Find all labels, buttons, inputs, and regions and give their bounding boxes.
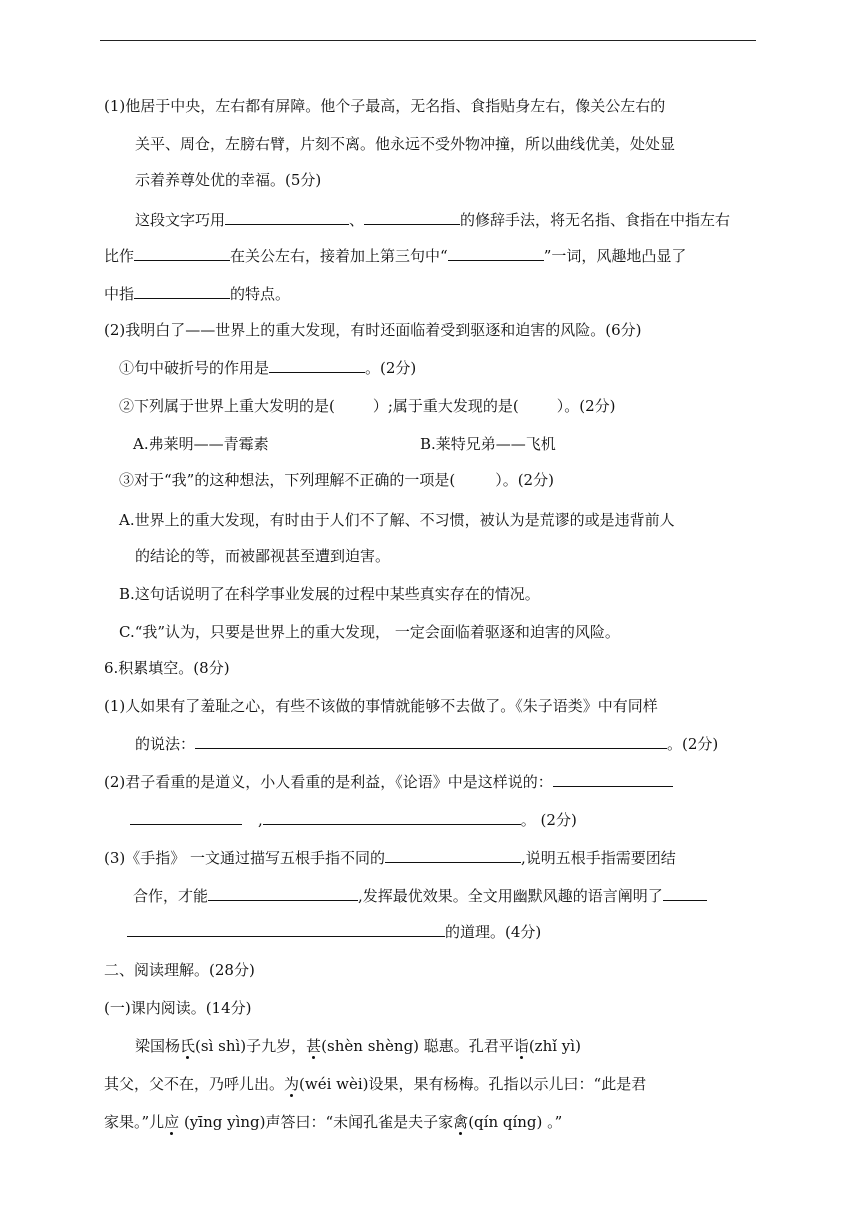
answer-blank[interactable]	[225, 210, 349, 225]
text-line: 的说法： 。(2分)	[135, 735, 719, 753]
text-line: (3)《手指》 一文通过描写五根手指不同的 ,说明五根手指需要团结	[104, 849, 676, 867]
text-line: (1)他居于中央，左右都有屏障。他个子最高，无名指、食指贴身左右，像关公左右的	[104, 97, 666, 115]
text-line: 合作，才能 ,发挥最优效果。全文用幽默风趣的语言阐明了	[133, 886, 707, 906]
text-line: 示着养尊处优的幸福。(5分)	[135, 171, 322, 189]
answer-blank[interactable]	[134, 284, 230, 299]
answer-blank[interactable]	[195, 734, 667, 749]
answer-blank[interactable]	[448, 246, 544, 261]
answer-blank[interactable]	[134, 246, 230, 261]
text-line: 中指 的特点。	[104, 285, 291, 303]
section-heading: 二、阅读理解。(28分)	[104, 961, 255, 979]
answer-blank[interactable]	[208, 886, 358, 901]
text-line: 的道理。(4分)	[127, 922, 541, 942]
option-b: B.莱特兄弟——飞机	[420, 435, 556, 453]
text-line: A.世界上的重大发现，有时由于人们不了解、不习惯，被认为是荒谬的或是违背前人	[119, 511, 675, 529]
text-line: (1)人如果有了羞耻之心，有些不该做的事情就能够不去做了。《朱子语类》中有同样	[104, 697, 658, 715]
text-line: 家果。”儿应 (yīng yìng)声答曰：“未闻孔雀是夫子家禽(qín qíng) 。”	[104, 1113, 563, 1131]
answer-blank[interactable]	[127, 922, 445, 937]
text-line: 这段文字巧用 、 的修辞手法，将无名指、食指在中指左右	[135, 211, 731, 229]
answer-blank[interactable]	[263, 810, 521, 825]
answer-blank[interactable]	[130, 810, 242, 825]
text-line: 梁国杨氏(sì shì)子九岁，甚(shèn shèng) 聪惠。孔君平诣(zhǐ yì)	[135, 1037, 581, 1055]
section-heading: (一)课内阅读。(14分)	[104, 999, 252, 1017]
text-line: (2)君子看重的是道义，小人看重的是利益，《论语》中是这样说的：	[104, 772, 673, 792]
option-a: A.弗莱明——青霉素	[133, 435, 269, 453]
text-line: 关平、周仓，左膀右臂，片刻不离。他永远不受外物冲撞，所以曲线优美，处处显	[135, 135, 676, 153]
answer-blank[interactable]	[553, 772, 673, 787]
text-line: 比作 在关公左右，接着加上第三句中“ ”一词，风趣地凸显了	[104, 247, 687, 265]
text-line: ②下列属于世界上重大发明的是( ）;属于重大发现的是( ）。(2分)	[119, 397, 616, 415]
text-line: 的结论的等，而被鄙视甚至遭到迫害。	[135, 547, 391, 565]
text-line: C.“我”认为，只要是世界上的重大发现， 一定会面临着驱逐和迫害的风险。	[119, 623, 620, 641]
answer-blank[interactable]	[663, 886, 707, 901]
text-line: ③对于“我”的这种想法，下列理解不正确的一项是( ）。(2分)	[119, 471, 554, 489]
section-heading: 6.积累填空。(8分)	[104, 659, 230, 677]
text-line: 其父，父不在，乃呼儿出。为(wéi wèi)设果，果有杨梅。孔指以示儿曰：“此是君	[104, 1075, 647, 1093]
answer-blank[interactable]	[385, 848, 521, 863]
text-line: , 。 (2分)	[130, 810, 577, 830]
text-line: ①句中破折号的作用是 。(2分)	[119, 359, 417, 377]
answer-blank[interactable]	[269, 358, 365, 373]
answer-blank[interactable]	[364, 210, 460, 225]
header-rule	[100, 40, 756, 41]
text-line: B.这句话说明了在科学事业发展的过程中某些真实存在的情况。	[119, 585, 540, 603]
text-line: (2)我明白了——世界上的重大发现，有时还面临着受到驱逐和迫害的风险。(6分)	[104, 321, 642, 339]
